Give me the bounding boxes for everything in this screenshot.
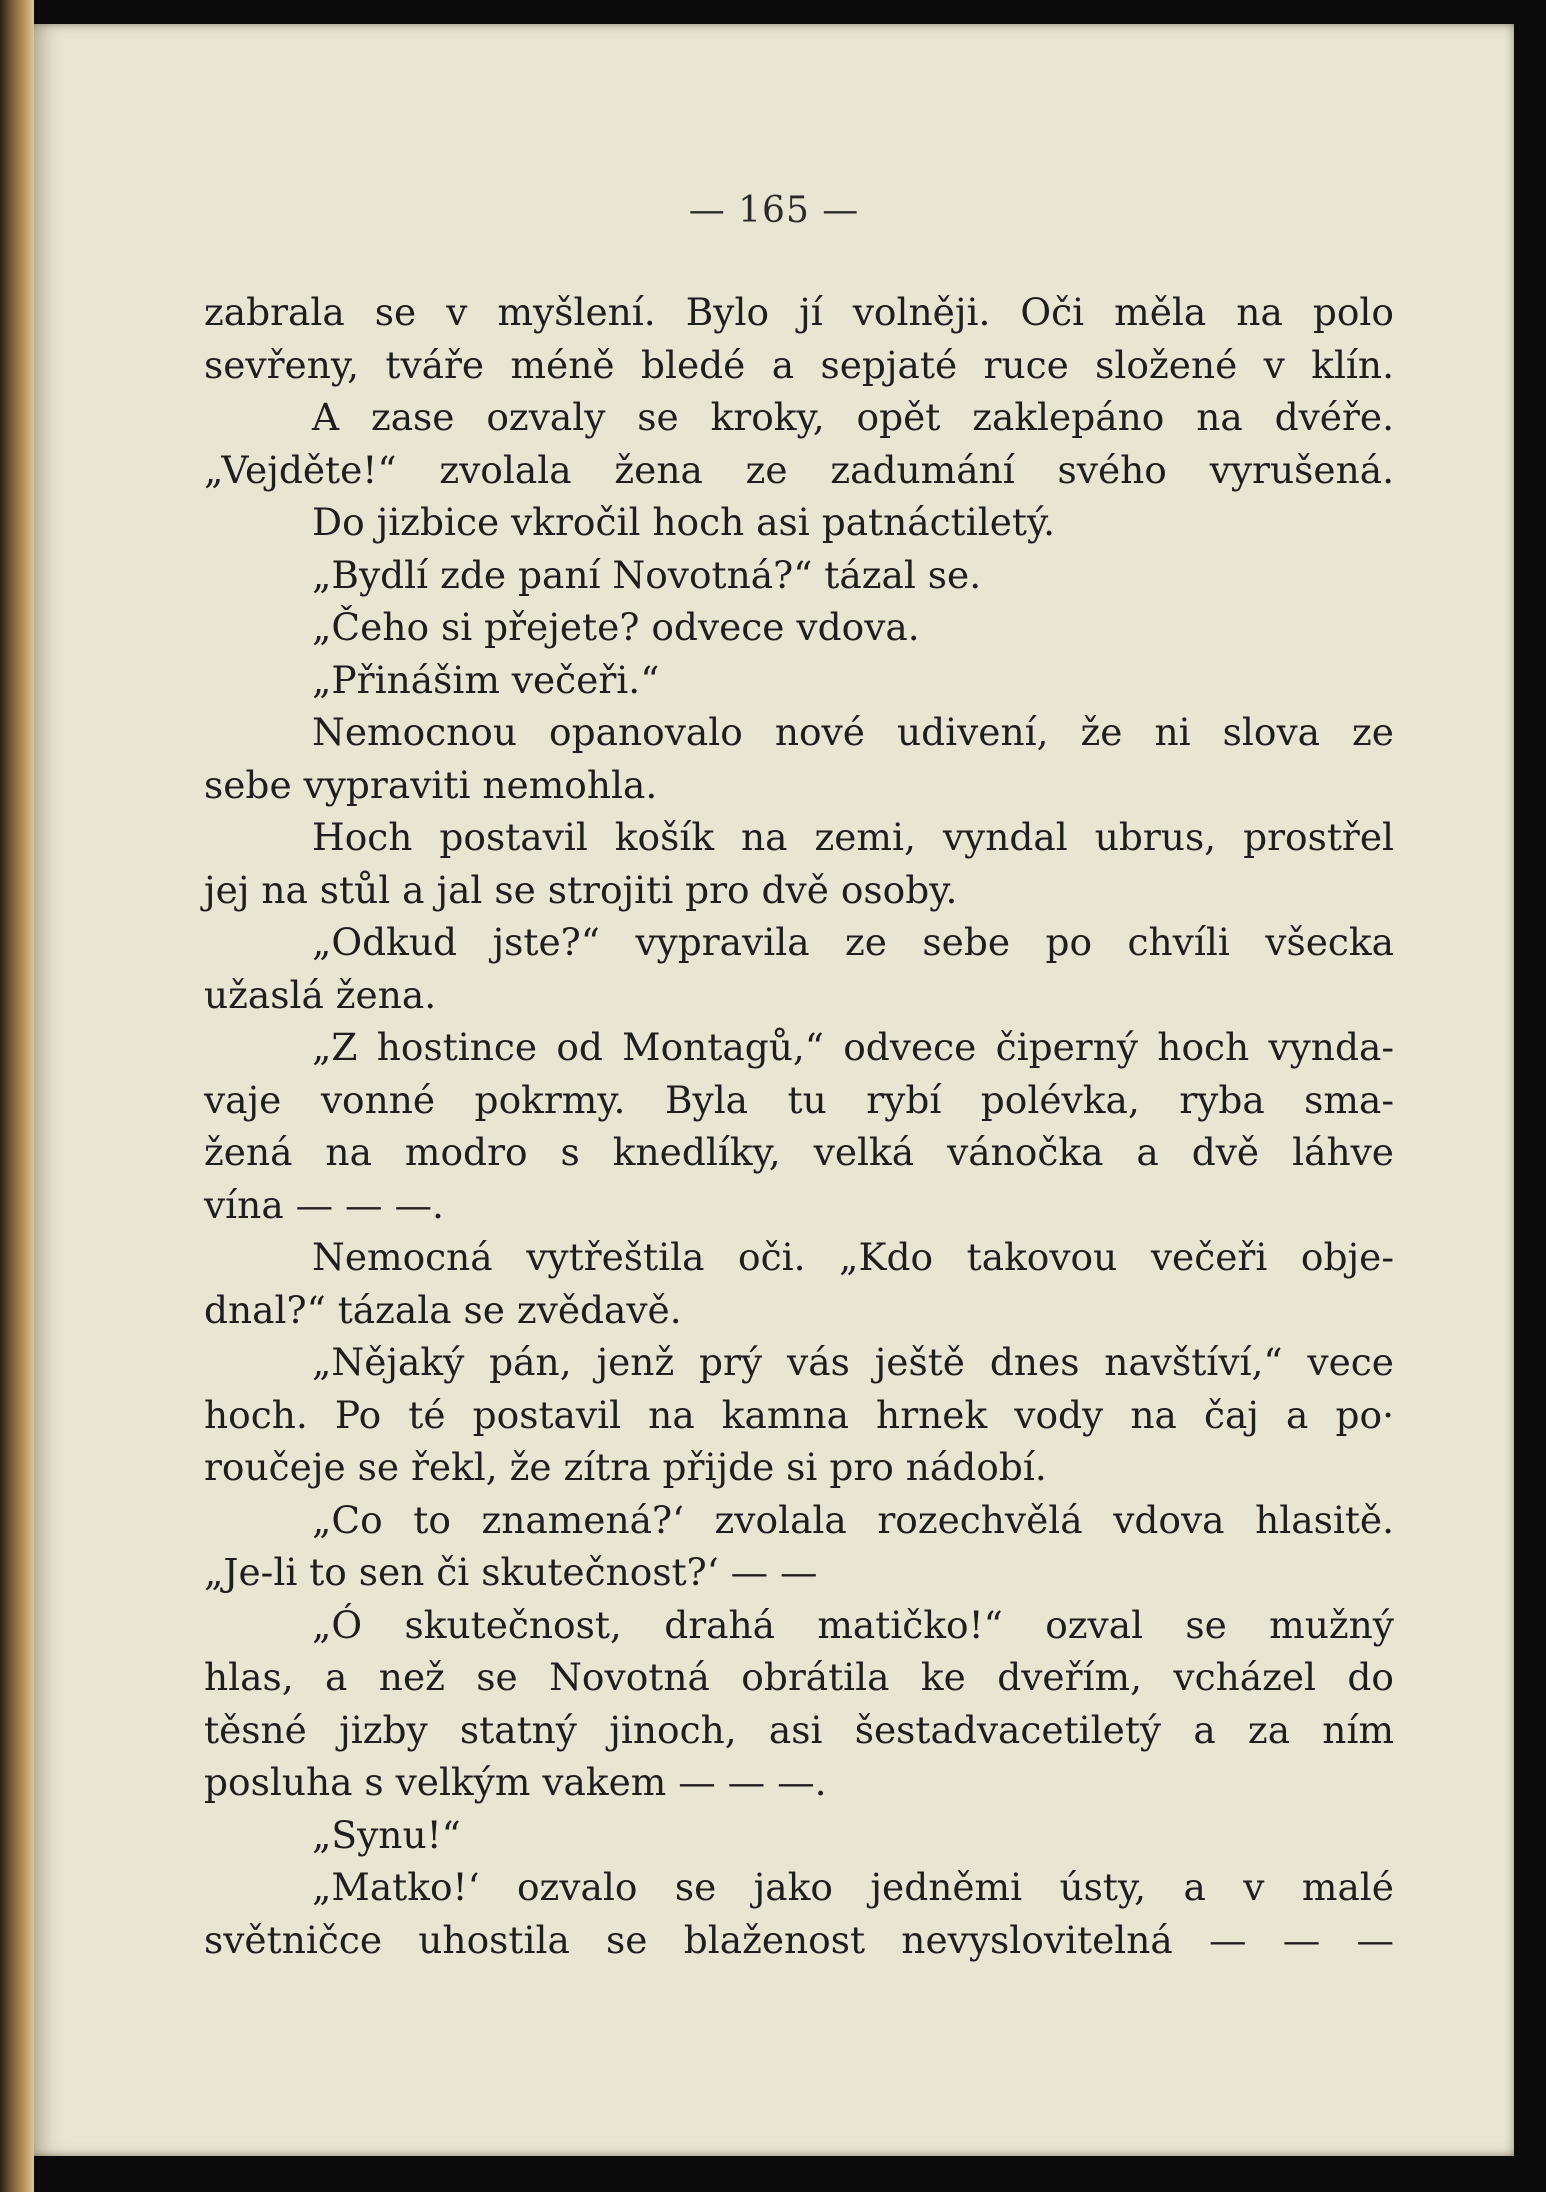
- text-line: vaje vonné pokrmy. Byla tu rybí polévka, ryba sma-: [204, 1077, 1394, 1122]
- book-binding-edge: [0, 0, 34, 2192]
- text-line: dnal?“ tázala se zvědavě.: [204, 1287, 682, 1332]
- text-line: užaslá žena.: [204, 972, 437, 1017]
- text-line: „Přinášim večeři.“: [312, 657, 660, 702]
- text-line: vína — — —.: [204, 1182, 444, 1227]
- text-line: světničce uhostila se blaženost nevyslovitelná — — —: [204, 1917, 1394, 1962]
- text-line: Do jizbice vkročil hoch asi patnáctiletý.: [312, 500, 1056, 544]
- text-line: těsné jizby statný jinoch, asi šestadvacetiletý a za ním: [204, 1707, 1394, 1752]
- text-line: hlas, a než se Novotná obrátila ke dveřím, vcházel do: [204, 1655, 1394, 1699]
- text-line: „Synu!“: [312, 1812, 461, 1857]
- text-line: sebe vypraviti nemohla.: [204, 762, 658, 807]
- text-line: „Čeho si přejete? odvece vdova.: [312, 605, 920, 649]
- text-line: Hoch postavil košík na zemi, vyndal ubrus, prostřel: [312, 815, 1394, 859]
- book-page: [34, 24, 1514, 2156]
- text-line: roučeje se řekl, že zítra přijde si pro nádobí.: [204, 1445, 1047, 1489]
- body-text: [204, 286, 1394, 1966]
- text-line: „Co to znamená?‘ zvolala rozechvělá vdova hlasitě.: [312, 1497, 1394, 1542]
- text-line: Nemocnou opanovalo nové udivení, že ni slova ze: [312, 710, 1394, 754]
- text-line: „Matko!‘ ozvalo se jako jedněmi ústy, a v malé: [312, 1865, 1394, 1909]
- text-line: jej na stůl a jal se strojiti pro dvě osoby.: [204, 867, 958, 912]
- text-line: „Bydlí zde paní Novotná?“ tázal se.: [312, 552, 982, 597]
- text-line: Nemocná vytřeštila oči. „Kdo takovou večeři obje-: [312, 1235, 1394, 1279]
- text-line: „Ó skutečnost, drahá matičko!“ ozval se mužný: [312, 1602, 1394, 1647]
- page-number: — 165 —: [688, 190, 860, 231]
- text-line: žená na modro s knedlíky, velká vánočka a dvě láhve: [204, 1130, 1394, 1174]
- text-line: A zase ozvaly se kroky, opět zaklepáno na dvéře.: [312, 395, 1394, 439]
- text-line: posluha s velkým vakem — — —.: [204, 1760, 827, 1804]
- text-line: zabrala se v myšlení. Bylo jí volněji. Oči měla na polo: [204, 290, 1394, 334]
- text-line: „Z hostince od Montagů,“ odvece čiperný hoch vynda-: [312, 1025, 1394, 1069]
- text-line: „Nějaký pán, jenž prý vás ještě dnes navštíví,“ vece: [312, 1340, 1394, 1384]
- text-line: „Vejděte!“ zvolala žena ze zadumání svého vyrušená.: [204, 447, 1394, 492]
- text-line: „Odkud jste?“ vypravila ze sebe po chvíli všecka: [312, 920, 1394, 964]
- text-line: „Je-li to sen či skutečnost?‘ — —: [204, 1550, 818, 1594]
- text-line: sevřeny, tváře méně bledé a sepjaté ruce složené v klín.: [204, 342, 1394, 387]
- text-line: hoch. Po té postavil na kamna hrnek vody na čaj a po·: [204, 1392, 1394, 1437]
